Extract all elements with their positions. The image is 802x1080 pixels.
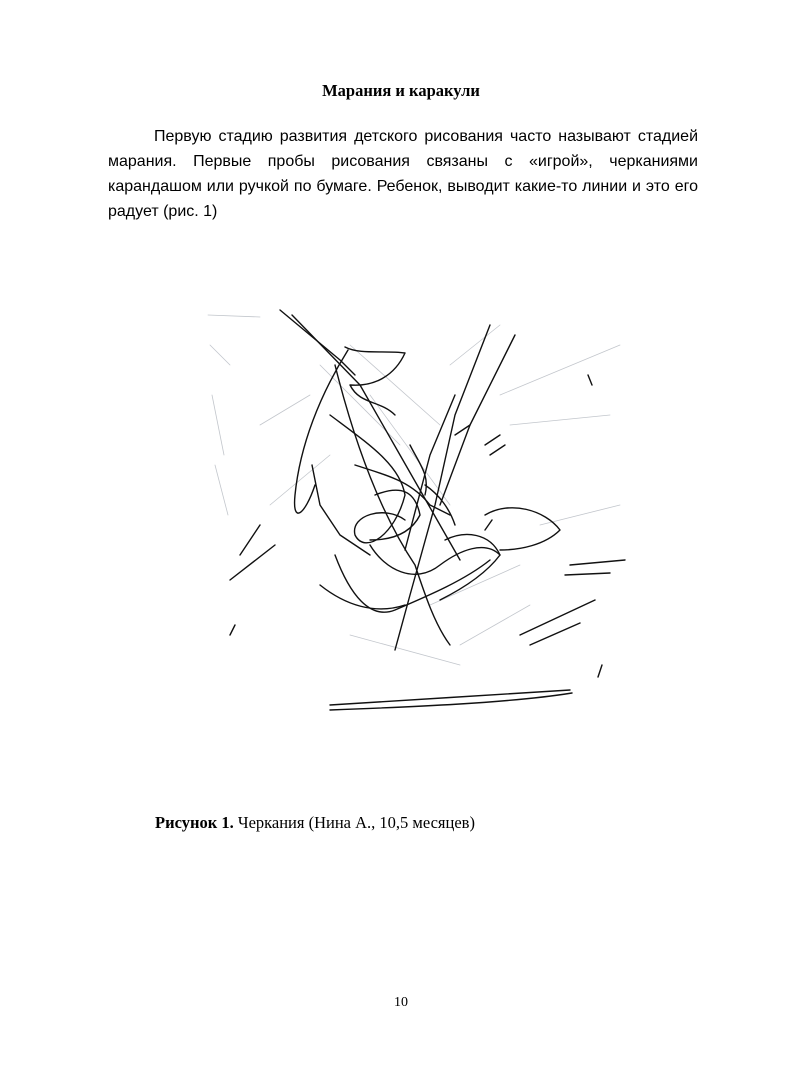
body-paragraph: Первую стадию развития детского рисования часто называют стадией марания. Первые пробы рисования связаны с «игрой», черканиями карандашом или ручкой по бумаге. Ребенок, выводит какие-то линии и это его радует (рис. 1)	[108, 128, 698, 220]
scribble-figure	[200, 305, 630, 720]
caption-label: Рисунок 1.	[155, 813, 234, 832]
page-number: 10	[394, 995, 408, 1010]
scribble-drawing	[200, 305, 630, 720]
figure-caption	[155, 812, 475, 834]
section-title: Марания и каракули	[322, 81, 480, 100]
scribble-strokes	[230, 310, 625, 710]
caption-text: Черкания (Нина А., 10,5 месяцев)	[233, 813, 475, 832]
